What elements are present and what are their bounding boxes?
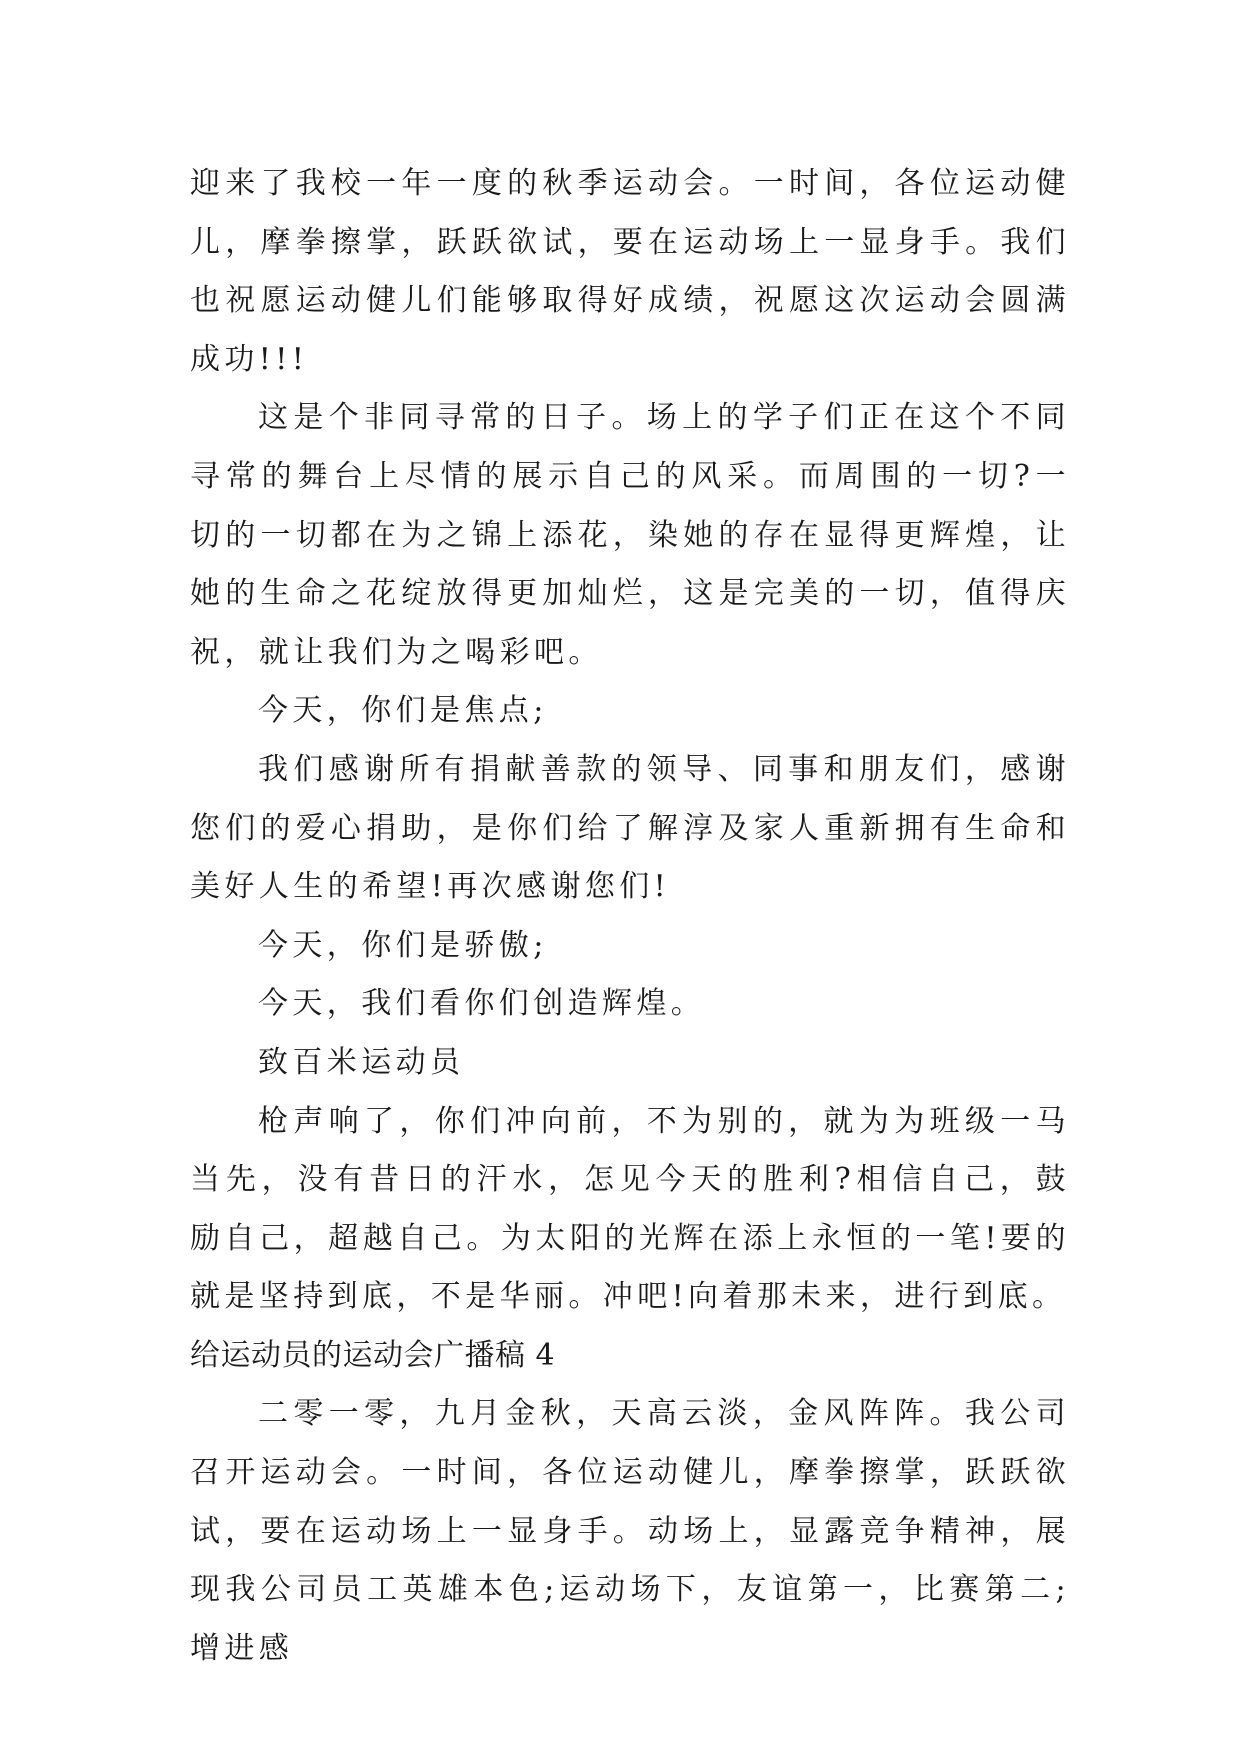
section-heading: 给运动员的运动会广播稿 4	[190, 1337, 556, 1373]
paragraph: 今天，你们是焦点;	[258, 693, 548, 729]
paragraph: 我们感谢所有捐献善款的领导、同事和朋友们，感谢您们的爱心捐助，是你们给了解淳及家人重新拥有生命和美好人生的希望!再次感谢您们!	[190, 751, 1070, 905]
paragraph: 致百米运动员	[258, 1044, 465, 1080]
paragraph: 这是个非同寻常的日子。场上的学子们正在这个不同寻常的舞台上尽情的展示自己的风采。而周围的一切?一切的一切都在为之锦上添花，染她的存在显得更辉煌，让她的生命之花绽放得更加灿烂，这是完美的一切，值得庆祝，就让我们为之喝彩吧。	[190, 400, 1070, 670]
paragraph: 二零一零，九月金秋，天高云淡，金风阵阵。我公司召开运动会。一时间，各位运动健儿，摩拳擦掌，跃跃欲试，要在运动场上一显身手。动场上，显露竞争精神，展现我公司员工英雄本色;运动场下，友谊第一，比赛第二;增进感	[190, 1396, 1070, 1666]
paragraph: 枪声响了，你们冲向前，不为别的，就为为班级一马当先，没有昔日的汗水，怎见今天的胜利?相信自己，鼓励自己，超越自己。为太阳的光辉在添上永恒的一笔!要的就是坚持到底，不是华丽。冲吧!向着那未来，进行到底。	[190, 1103, 1070, 1315]
paragraph: 今天，我们看你们创造辉煌。	[258, 986, 706, 1022]
paragraph: 迎来了我校一年一度的秋季运动会。一时间，各位运动健儿，摩拳擦掌，跃跃欲试，要在运动场上一显身手。我们也祝愿运动健儿们能够取得好成绩，祝愿这次运动会圆满成功!!!	[190, 166, 1070, 377]
document-body	[190, 155, 1070, 1678]
paragraph: 今天，你们是骄傲;	[258, 927, 548, 963]
